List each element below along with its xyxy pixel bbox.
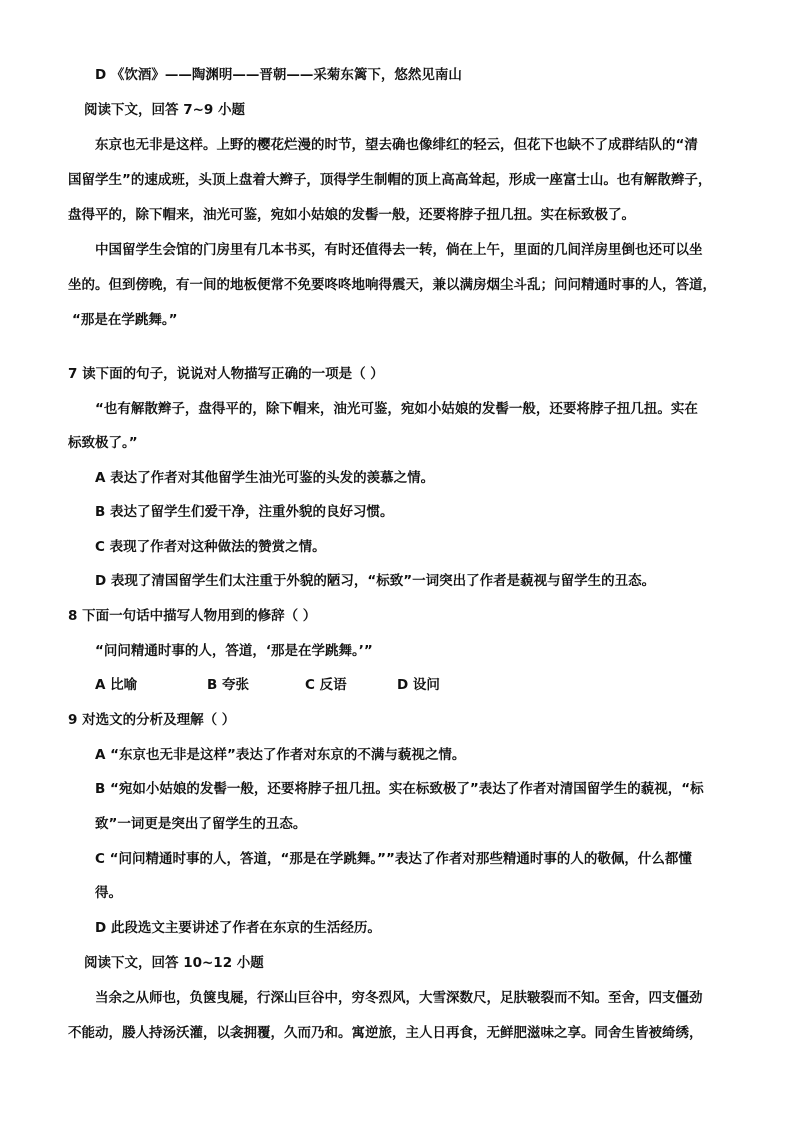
question-8-option-b: B 夸张 bbox=[207, 677, 249, 693]
question-7-option-c: C 表现了作者对这种做法的赞赏之情。 bbox=[95, 539, 326, 555]
question-7-option-d: D 表现了清国留学生们太注重于外貌的陋习，“标致”一词突出了作者是藐视与留学生的丑态。 bbox=[95, 573, 656, 589]
question-8-options bbox=[95, 676, 440, 694]
question-7-quote-line-1: “也有解散辫子，盘得平的，除下帽来，油光可鉴，宛如小姑娘的发髻一般，还要将脖子扭几扭。实在 bbox=[95, 401, 698, 417]
question-9-option-d: D 此段选文主要讲述了作者在东京的生活经历。 bbox=[95, 920, 381, 936]
reading-instruction-10-12: 阅读下文，回答 10~12 小题 bbox=[84, 955, 264, 971]
question-7-option-b: B 表达了留学生们爱干净，注重外貌的良好习惯。 bbox=[95, 504, 394, 520]
passage-1-line-3: 盘得平的，除下帽来，油光可鉴，宛如小姑娘的发髻一般，还要将脖子扭几扭。实在标致极了。 bbox=[68, 207, 635, 223]
question-9: 9 对选文的分析及理解（ ） bbox=[68, 712, 236, 728]
question-7-option-a: A 表达了作者对其他留学生油光可鉴的头发的羡慕之情。 bbox=[95, 470, 435, 486]
question-7-quote-line-2: 标致极了。” bbox=[68, 435, 138, 451]
passage-1-line-2: 国留学生”的速成班，头顶上盘着大辫子，顶得学生制帽的顶上高高耸起，形成一座富士山。也有解散辫子， bbox=[68, 172, 712, 188]
question-8-option-d: D 设问 bbox=[397, 677, 440, 693]
passage-2-line-1: 中国留学生会馆的门房里有几本书买，有时还值得去一转，倘在上午，里面的几间洋房里倒也还可以坐 bbox=[95, 242, 703, 258]
question-9-option-c-line-2: 得。 bbox=[95, 885, 122, 901]
question-8-quote: “问问精通时事的人，答道，‘那是在学跳舞。’” bbox=[95, 643, 373, 659]
question-9-option-b-line-2: 致”一词更是突出了留学生的丑态。 bbox=[95, 816, 307, 832]
passage-3-line-1: 当余之从师也，负箧曳屣，行深山巨谷中，穷冬烈风，大雪深数尺，足肤皲裂而不知。至舍，四支僵劲 bbox=[95, 990, 703, 1006]
question-8-option-a: A 比喻 bbox=[95, 677, 138, 693]
option-d-previous-question: D 《饮酒》——陶渊明——晋朝——采菊东篱下，悠然见南山 bbox=[95, 67, 462, 83]
question-9-option-b-line-1: B “宛如小姑娘的发髻一般，还要将脖子扭几扭。实在标致极了”表达了作者对清国留学生的藐视，“标 bbox=[95, 781, 704, 797]
passage-2-line-3: “那是在学跳舞。” bbox=[72, 312, 178, 328]
question-8: 8 下面一句话中描写人物用到的修辞（ ） bbox=[68, 608, 317, 624]
question-9-option-a: A “东京也无非是这样”表达了作者对东京的不满与藐视之情。 bbox=[95, 747, 466, 763]
passage-2-line-2: 坐的。但到傍晚，有一间的地板便常不免要咚咚地响得震天，兼以满房烟尘斗乱；问问精通时事的人，答道， bbox=[68, 277, 716, 293]
passage-1-line-1: 东京也无非是这样。上野的樱花烂漫的时节，望去确也像绯红的轻云，但花下也缺不了成群结队的“清 bbox=[95, 137, 698, 153]
question-7: 7 读下面的句子，说说对人物描写正确的一项是（ ） bbox=[68, 366, 384, 382]
question-9-option-c-line-1: C “问问精通时事的人，答道，“那是在学跳舞。””表达了作者对那些精通时事的人的敬佩，什么都懂 bbox=[95, 851, 692, 867]
question-8-option-c: C 反语 bbox=[305, 677, 347, 693]
passage-3-line-2: 不能动，媵人持汤沃灌，以衾拥覆，久而乃和。寓逆旅，主人日再食，无鲜肥滋味之享。同舍生皆被绮绣， bbox=[68, 1025, 703, 1041]
reading-instruction-7-9: 阅读下文，回答 7~9 小题 bbox=[84, 102, 245, 118]
